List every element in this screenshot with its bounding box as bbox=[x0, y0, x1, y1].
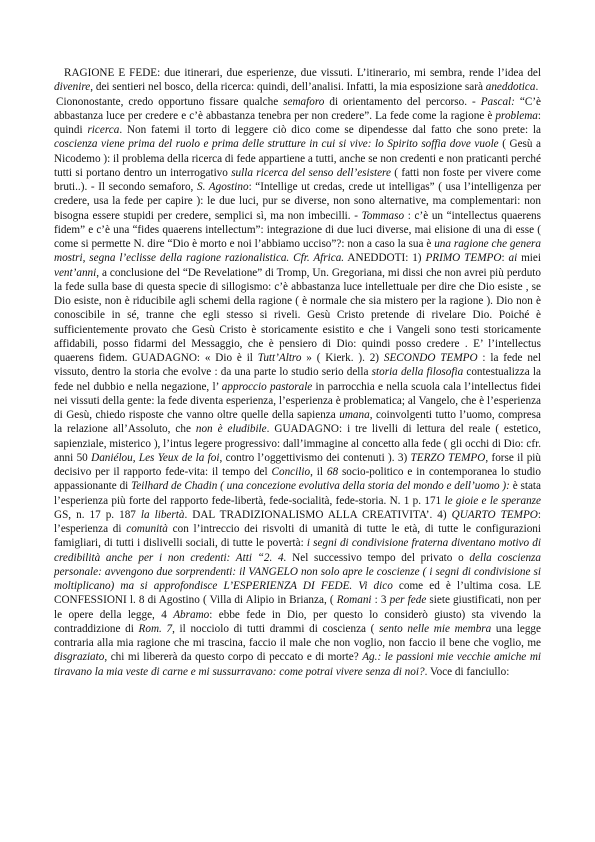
italic-text: problema bbox=[495, 109, 538, 122]
text-run: Nel successivo tempo del privato o bbox=[286, 551, 470, 564]
text-run: , contro l’oggettivismo dei contenuti ). 3) bbox=[219, 451, 411, 464]
paragraph bbox=[54, 95, 541, 679]
text-run: , dei sentieri nel bosco, della ricerca: quindi, dell’analisi. Infatti, la mia esposizione sarà bbox=[90, 81, 486, 94]
text-run: : quindi bbox=[54, 109, 541, 136]
italic-text: TERZO TEMPO bbox=[410, 451, 486, 464]
text-run: : c’è un “intellectus quaerens fidem” e c’è una “fides quaerens intellectum”: integrazione di due luci diverse, mai elisione di una di esse ( come si permette N. dire “Dio è morto e noi l’abbiamo ucciso”?: non a caso la sua è bbox=[54, 209, 542, 250]
text-run: , il nocciolo di tutti drammi di coscienza ( bbox=[172, 622, 380, 635]
italic-text: della coscienza personale: avvengono due sorprendenti: il VANGELO non solo apre le coscienze ( i segni di condivisione si moltiplicano) ma si approfondisce L’ESPERIENZA DI FEDE. Vi dico bbox=[54, 551, 541, 592]
text-run: Ciononostante, credo opportuno fissare qualche bbox=[56, 95, 284, 108]
italic-text: la libertà bbox=[140, 508, 185, 521]
italic-text: sento nelle mie membra bbox=[379, 622, 492, 635]
italic-text: Concilio bbox=[271, 466, 311, 478]
text-run: GS, n. 17 p. 187 bbox=[54, 508, 141, 521]
italic-text: SECONDO TEMPO bbox=[383, 352, 478, 364]
text-run: . DAL TRADIZIONALISMO ALLA CREATIVITA’. 4) bbox=[184, 508, 452, 521]
text-run: , a conclusione del “De Revelatione” di Tromp, Un. Gregoriana, mi dissi che non avrei più perduto la fede sulla base di questa specie di sillogismo: c’è abbastanza luce intellettuale per dire che Dio esiste , se Dio esiste, non è riducibile agli schemi della ragione ( è normale che sia mistero per la ragione ). Dio non è conoscibile in sé, tranne che egli stesso si riveli. Gesù Cristo pretende di rivelare Dio. Poiché è sufficientemente provato che Gesù Cristo è storicamente esistito e che i Vangeli sono testi storicamente affidabili, posso fidarmi del Messaggio, che è pensiero di Dio: quindi posso credere . E’ l’intellectus quaerens fidem. GUADAGNO: « Dio è il bbox=[54, 266, 541, 364]
italic-text: storia della filosofia bbox=[371, 366, 464, 379]
text-run: : “Intellige ut credas, crede ut intelligas” ( usa l’intelligenza per credere, usa la fede per capire ): le due luci, pur se diverse, non sono alternative, ma complementari: non bisogna essere stupidi per credere, semplici sì, ma non imbecilli. - bbox=[54, 181, 542, 222]
italic-text: aneddotica bbox=[485, 81, 536, 94]
text-run: . bbox=[535, 81, 539, 94]
italic-text: 68 bbox=[326, 466, 339, 478]
italic-text: Pascal: bbox=[480, 95, 515, 108]
text-run: ( fatti non foste per vivere come bruti..). - Il secondo semaforo, bbox=[54, 166, 542, 193]
italic-text: Daniélou, Les Yeux de la foi bbox=[91, 451, 220, 464]
italic-text: umana bbox=[339, 409, 370, 421]
text-run: : l’esperienza di bbox=[54, 508, 541, 535]
italic-text: Rom. 7 bbox=[138, 622, 173, 635]
italic-text: Teilhard de Chadin ( una concezione evolutiva della storia del mondo e dell’uomo ): bbox=[131, 480, 510, 493]
italic-text: vent’anni bbox=[54, 266, 97, 279]
italic-text: i segni di condivisione fraterna diventano motivo di credibilità anche per i non credenti: Atti “2. 4. bbox=[54, 537, 541, 564]
text-run: è stata l’esperienza più forte del rapporto fede-libertà, fede-socialità, fede-storia. N. 1 p. 171 bbox=[54, 480, 541, 507]
text-run: “C’è abbastanza luce per credere e c’è abbastanza tenebra per non credere”. La fede come la ragione è bbox=[54, 95, 542, 122]
text-run: socio-politico e in contemporanea lo studio appassionante di bbox=[54, 466, 541, 493]
text-run: miei bbox=[517, 252, 541, 265]
text-run: contestualizza la fede nel dubbio e nella negazione, l’ bbox=[54, 366, 541, 393]
text-run: di orientamento del percorso. - bbox=[324, 95, 481, 108]
text-run: : la fede nel vissuto, dentro la storia che evolve : da una parte lo studio serio della bbox=[54, 352, 541, 379]
italic-text: ricerca bbox=[87, 124, 120, 136]
italic-text: divenire bbox=[54, 81, 91, 94]
text-run: , forse il più decisivo per il rapporto fede-vita: il tempo del bbox=[54, 451, 542, 478]
italic-text: approccio pastorale bbox=[221, 380, 313, 393]
italic-text: comunità bbox=[126, 523, 168, 535]
text-run: siete giustificati, non per le opere della legge, 4 bbox=[54, 594, 542, 621]
text-run: , il bbox=[310, 466, 327, 478]
italic-text: coscienza viene prima del ruolo e prima delle strutture in cui si vive: lo Spirito soffia dove vuole bbox=[54, 138, 499, 151]
text-run: una legge contraria alla mia ragione che mi trascina, faccio il male che non voglio, non faccio il bene che voglio, me bbox=[54, 622, 541, 649]
document-page bbox=[54, 66, 541, 679]
italic-text: disgraziato bbox=[54, 651, 105, 664]
text-run: come ed è l’ultima cosa. LE CONFESSIONI l. 8 di Agostino ( Villa di Alipio in Brianza, ( bbox=[54, 580, 542, 607]
italic-text: le gioie e le speranze bbox=[444, 494, 542, 507]
text-run: , coinvolgenti tutto l’uomo, compresa la relazione all’Assoluto, che bbox=[54, 409, 542, 436]
italic-text: una ragione che genera mostri, segna l’eclisse della ragione razionalistica. Cfr. Africa. bbox=[54, 238, 542, 265]
italic-text: Tommaso bbox=[361, 209, 405, 222]
text-run: : bbox=[501, 252, 509, 265]
italic-text: non è eludibile bbox=[195, 423, 267, 436]
text-run: in parrocchia e nella scuola cala l’intellectus fidei nei vissuti della gente: la fede diventa esperienza, l’esperienza è problematica; al Vangelo, che è l’esperienza di Gesù, chiedo risposte che vanno oltre quelle della sapienza bbox=[54, 380, 541, 421]
text-run: ANEDDOTI: 1) bbox=[344, 252, 426, 265]
text-run: RAGIONE E FEDE: due itinerari, due esperienze, due vissuti. L’itinerario, mi sembra, rende l’idea del bbox=[64, 67, 541, 79]
italic-text: PRIMO TEMPO bbox=[425, 252, 502, 265]
italic-text: ai bbox=[508, 252, 518, 265]
italic-text: per fede bbox=[389, 594, 427, 607]
italic-text: Ag.: le passioni mie vecchie amiche mi tiravano la mia veste di carne e mi sussurravano: come potrai vivere senza di noi? bbox=[54, 651, 542, 678]
paragraph bbox=[54, 66, 541, 95]
italic-text: Romani bbox=[336, 594, 372, 607]
italic-text: sulla ricerca del senso dell’esistere bbox=[231, 166, 391, 179]
text-run: : ebbe fede in Dio, per questo lo considerò giusto) sta vivendo la contraddizione di bbox=[54, 608, 541, 635]
text-run: » ( Kierk. ). 2) bbox=[301, 352, 384, 364]
text-run: , chi mi libererà da questo corpo di peccato e di morte? bbox=[104, 651, 363, 664]
text-run: . Voce di fanciullo: bbox=[424, 665, 510, 678]
text-run: : 3 bbox=[371, 594, 390, 607]
italic-text: Tutt’Altro bbox=[257, 352, 302, 364]
text-run: con l’intreccio dei risvolti di umanità di tutte le età, di tutte le configurazioni famigliari, di tutti i dislivelli sociali, di tutte le povertà: bbox=[54, 523, 541, 550]
italic-text: Abramo bbox=[173, 608, 210, 621]
italic-text: S. Agostino bbox=[196, 181, 249, 193]
italic-text: QUARTO TEMPO bbox=[451, 508, 538, 521]
text-run: . Non fatemi il torto di leggere ciò dico come se dipendesse dal fatto che sono prete: la bbox=[119, 124, 542, 136]
text-run: . GUADAGNO: i tre livelli di lettura del reale ( estetico, sapienziale, misterico ), l’intus legere progressivo: dall’immagine al concetto alla fede ( gli occhi di Dio: cfr. anni 50 bbox=[54, 423, 541, 464]
text-run: ( Gesù a Nicodemo ): il problema della ricerca di fede appartiene a tutti, anche se non credenti e non praticanti perché tutti si portano dentro un interrogativo bbox=[54, 138, 542, 179]
italic-text: semaforo bbox=[283, 95, 325, 108]
